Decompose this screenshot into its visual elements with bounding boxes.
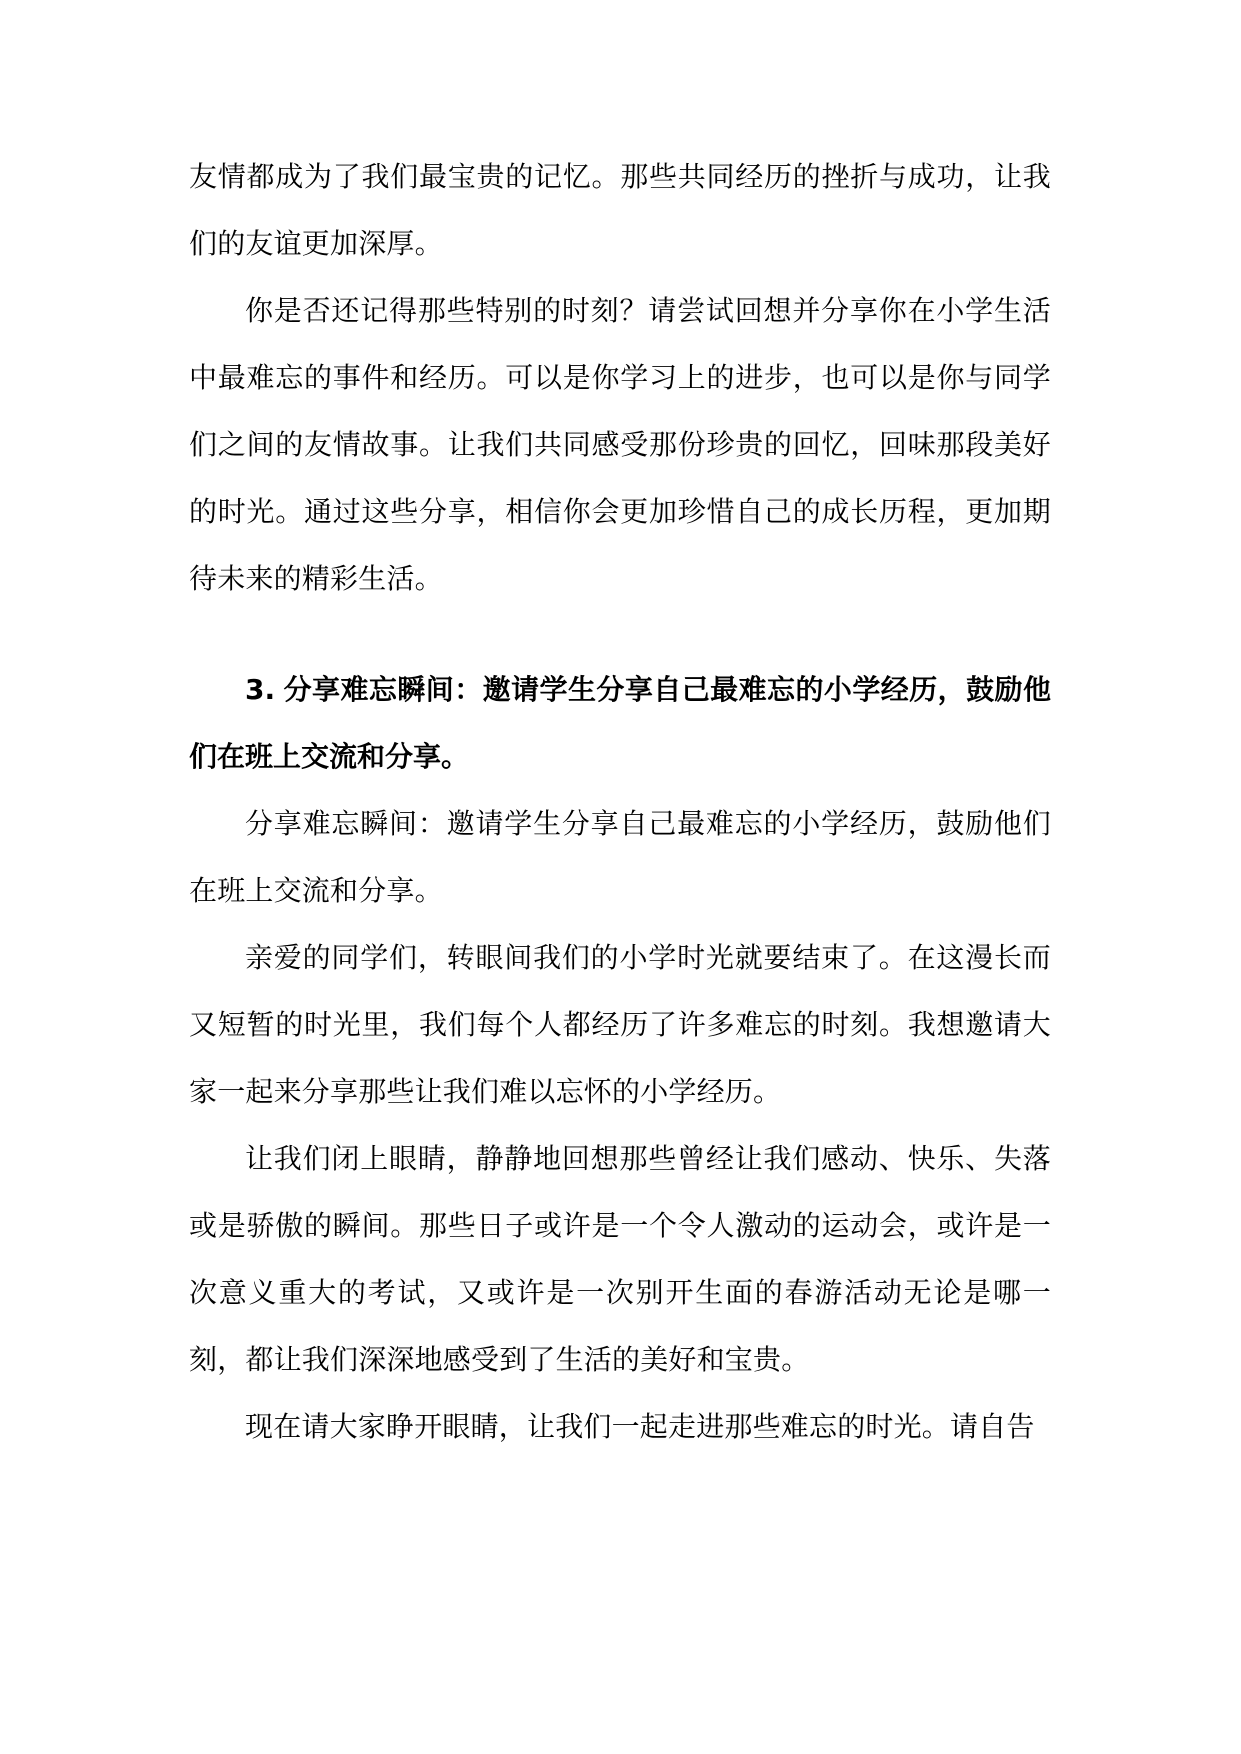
section-number: 3. bbox=[245, 673, 276, 706]
paragraph-open-eyes: 现在请大家睁开眼睛，让我们一起走进那些难忘的时光。请自告 bbox=[245, 1410, 1035, 1443]
paragraph-dear-students: 亲爱的同学们，转眼间我们的小学时光就要结束了。在这漫长而又短暂的时光里，我们每个人都经历了许多难忘的时刻。我想邀请大家一起来分享那些让我们难以忘怀的小学经历。 bbox=[189, 941, 1051, 1108]
paragraph-recall-moments: 你是否还记得那些特别的时刻？请尝试回想并分享你在小学生活中最难忘的事件和经历。可以是你学习上的进步，也可以是你与同学们之间的友情故事。让我们共同感受那份珍贵的回忆，回味那段美好的时光。通过这些分享，相信你会更加珍惜自己的成长历程，更加期待未来的精彩生活。 bbox=[189, 294, 1051, 595]
document-page bbox=[189, 143, 1051, 1460]
section-heading bbox=[189, 656, 1051, 790]
paragraph-continuation: 友情都成为了我们最宝贵的记忆。那些共同经历的挫折与成功，让我们的友谊更加深厚。 bbox=[189, 160, 1051, 260]
paragraph-share-moments: 分享难忘瞬间：邀请学生分享自己最难忘的小学经历，鼓励他们在班上交流和分享。 bbox=[189, 807, 1051, 907]
section-heading-text: 分享难忘瞬间：邀请学生分享自己最难忘的小学经历，鼓励他们在班上交流和分享。 bbox=[189, 673, 1051, 773]
paragraph-close-eyes: 让我们闭上眼睛，静静地回想那些曾经让我们感动、快乐、失落或是骄傲的瞬间。那些日子或许是一个令人激动的运动会，或许是一次意义重大的考试，又或许是一次别开生面的春游活动无论是哪一刻，都让我们深深地感受到了生活的美好和宝贵。 bbox=[189, 1142, 1051, 1376]
